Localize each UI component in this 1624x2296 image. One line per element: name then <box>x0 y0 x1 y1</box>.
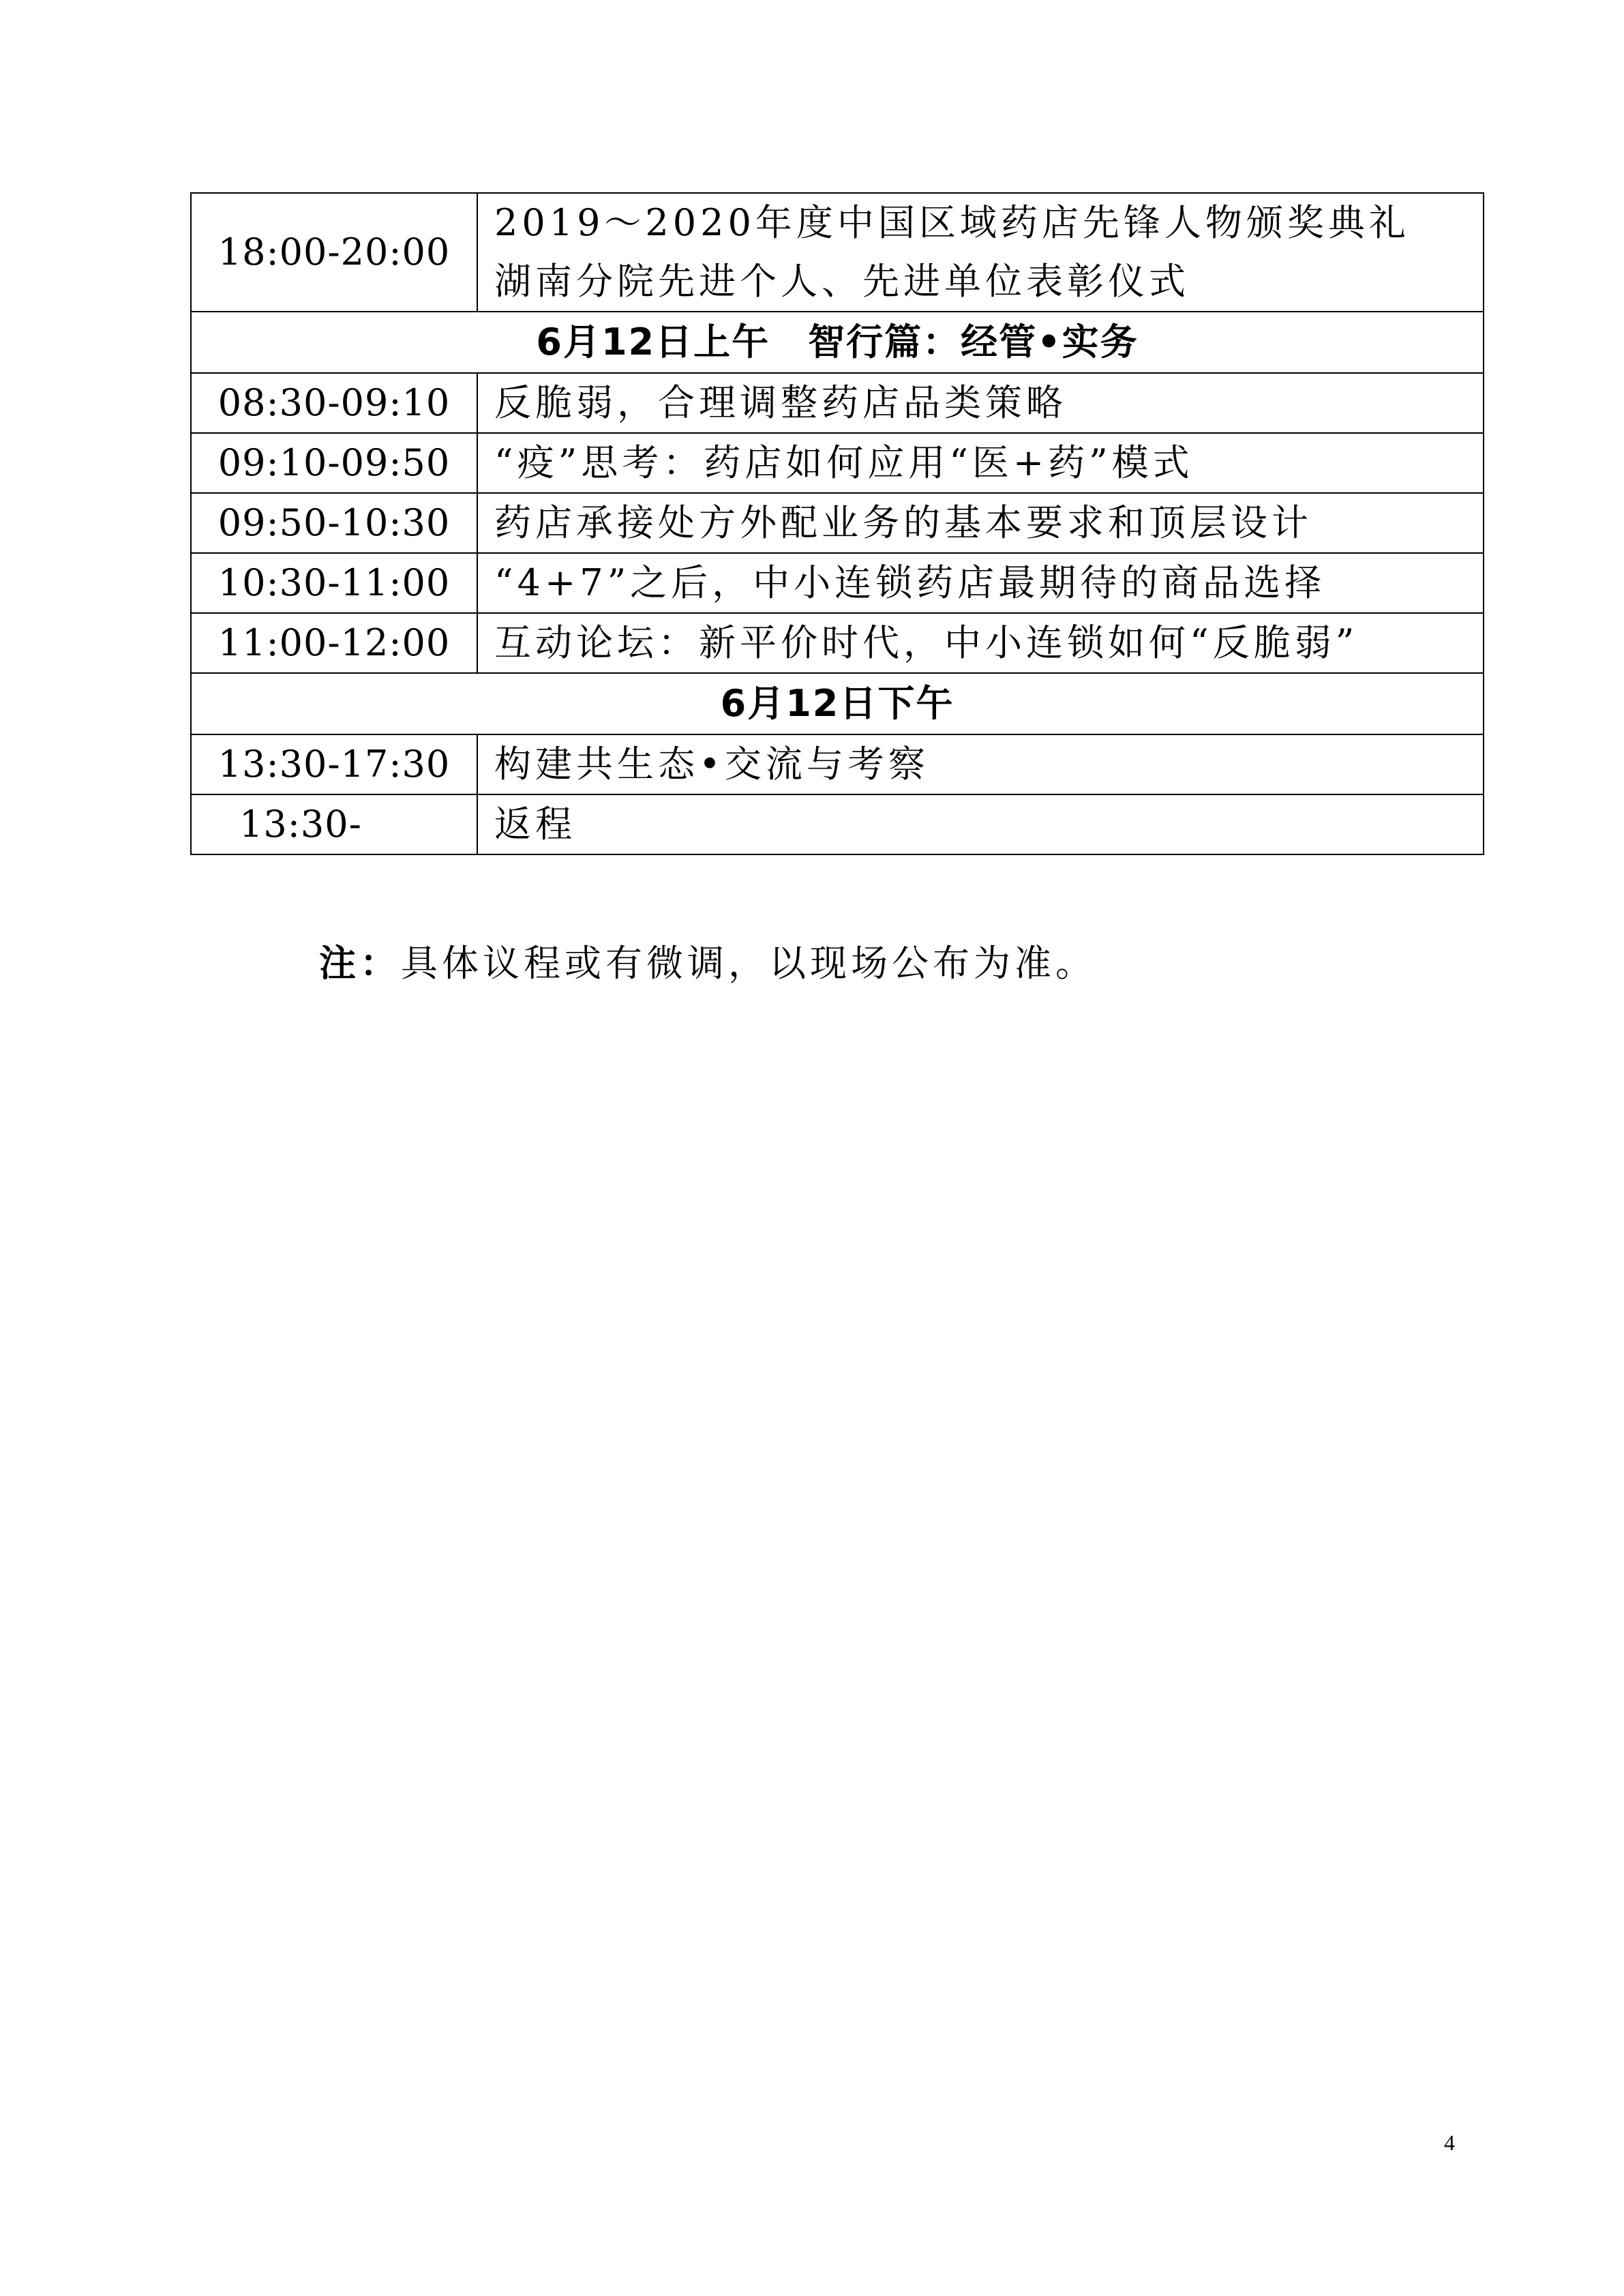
session-time: 13:30- <box>191 794 477 854</box>
session-time: 09:50-10:30 <box>191 493 477 553</box>
note-label: 注： <box>319 942 401 985</box>
agenda-table <box>190 192 1484 855</box>
session-topic-line: 互动论坛：新平价时代，中小连锁如何“反脆弱” <box>494 621 1359 664</box>
session-time: 08:30-09:10 <box>191 373 477 433</box>
agenda-section-row <box>191 312 1484 373</box>
session-topic <box>477 493 1484 553</box>
session-time: 18:00-20:00 <box>191 193 477 312</box>
session-time: 11:00-12:00 <box>191 613 477 673</box>
agenda-session-row <box>191 553 1484 613</box>
session-topic-line: “4+7”之后，中小连锁药店最期待的商品选择 <box>494 561 1326 604</box>
agenda-session-row <box>191 794 1484 854</box>
session-topic <box>477 433 1484 493</box>
session-topic <box>477 734 1484 794</box>
agenda-note <box>319 934 1096 987</box>
section-heading: 6月12日下午 <box>191 673 1484 734</box>
session-topic <box>477 794 1484 854</box>
session-time: 13:30-17:30 <box>191 734 477 794</box>
session-topic <box>477 193 1484 312</box>
agenda-session-row <box>191 493 1484 553</box>
session-topic <box>477 373 1484 433</box>
agenda-session-row <box>191 734 1484 794</box>
session-topic <box>477 553 1484 613</box>
session-topic-line: 返程 <box>494 803 576 846</box>
session-topic-line: 反脆弱，合理调整药店品类策略 <box>494 381 1067 424</box>
agenda-session-row <box>191 193 1484 312</box>
session-topic-line: 2019～2020年度中国区域药店先锋人物颁奖典礼 <box>494 201 1410 244</box>
session-topic-line: 药店承接处方外配业务的基本要求和顶层设计 <box>494 501 1312 544</box>
agenda-body <box>191 193 1484 854</box>
session-topic-line: 湖南分院先进个人、先进单位表彰仪式 <box>494 260 1190 303</box>
agenda-session-row <box>191 613 1484 673</box>
session-time: 10:30-11:00 <box>191 553 477 613</box>
session-topic-line: “疫”思考：药店如何应用“医+药”模式 <box>494 441 1194 484</box>
section-heading: 6月12日上午 智行篇：经管•实务 <box>191 312 1484 373</box>
note-text: 具体议程或有微调，以现场公布为准。 <box>401 942 1096 985</box>
agenda-section-row <box>191 673 1484 734</box>
agenda-session-row <box>191 373 1484 433</box>
agenda-session-row <box>191 433 1484 493</box>
session-topic-line: 构建共生态•交流与考察 <box>494 743 929 786</box>
page-number: 4 <box>1444 2130 1455 2155</box>
session-time: 09:10-09:50 <box>191 433 477 493</box>
session-topic <box>477 613 1484 673</box>
